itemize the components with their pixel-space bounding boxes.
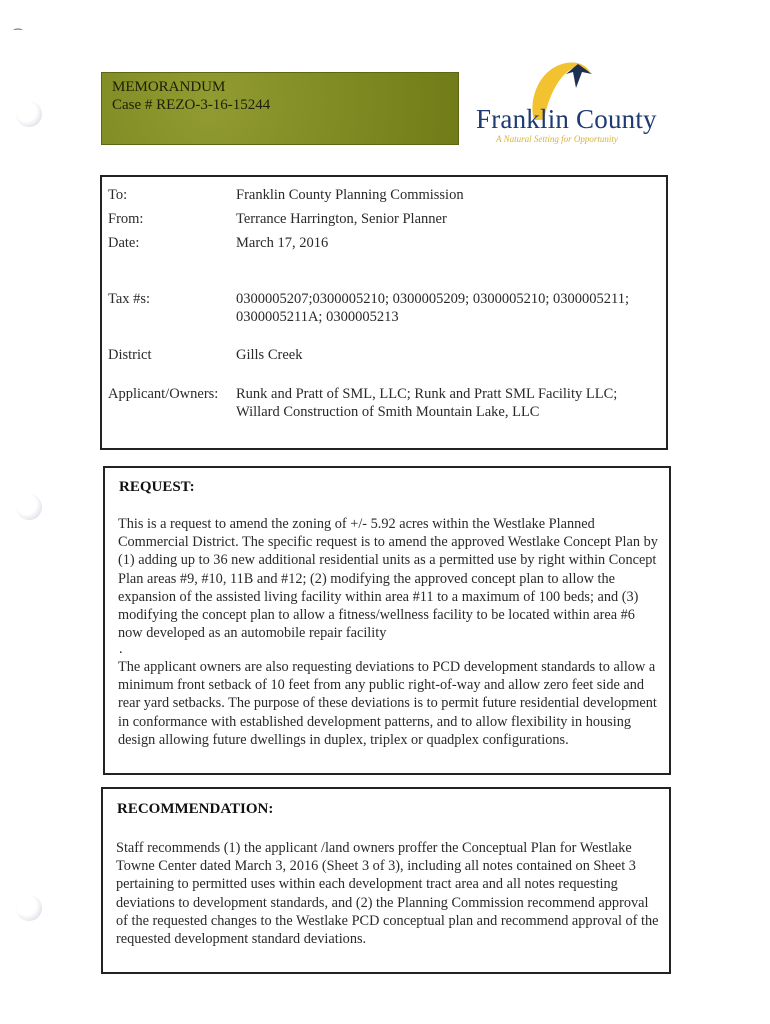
memo-title: MEMORANDUM: [112, 79, 226, 95]
tax-value-line1: 0300005207;0300005210; 0300005209; 0300005210; 0300005211;: [236, 291, 629, 307]
request-heading: REQUEST:: [119, 479, 195, 495]
punch-hole: [16, 494, 42, 520]
recommendation-heading: RECOMMENDATION:: [117, 801, 274, 817]
district-value: Gills Creek: [236, 347, 303, 363]
applicant-value-line2: Willard Construction of Smith Mountain Lake, LLC: [236, 404, 540, 420]
memo-banner: [101, 72, 459, 145]
request-paragraph-1: This is a request to amend the zoning of +/- 5.92 acres within the Westlake Planned Commercial District. The specific request is to amend the approved Westlake Concept Plan by (1) adding up to 36 new additional residential units as a permitted use by right within Concept Plan areas #9, #10, 11B and #12; (2) modifying the approved concept plan to allow the expansion of the assisted living facility within area #11 to a maximum of 100 beds; and (3) modifying the concept plan to allow a fitness/wellness facility to be located within area #6 now developed as an automobile repair facility: [118, 516, 658, 642]
request-paragraph-2: The applicant owners are also requesting deviations to PCD development standards to allow a minimum front setback of 10 feet from any public right-of-way and allow zero feet side and rear yard setbacks. The purpose of these deviations is to permit future residential development in conformance with established development patterns, and to allow flexibility in housing design allowing future dwellings in duplex, triplex or quadplex configurations.: [118, 659, 657, 748]
to-label: To:: [108, 187, 128, 203]
recommendation-section: [101, 787, 671, 974]
tax-label: Tax #s:: [108, 291, 151, 307]
applicant-value-line1: Runk and Pratt of SML, LLC; Runk and Pratt SML Facility LLC;: [236, 386, 618, 402]
request-section: [103, 466, 671, 775]
date-value: March 17, 2016: [236, 235, 329, 251]
tax-value-line2: 0300005211A; 0300005213: [236, 309, 399, 325]
logo-tagline: A Natural Setting for Opportunity: [496, 134, 618, 144]
applicant-label: Applicant/Owners:: [108, 386, 219, 402]
from-label: From:: [108, 211, 144, 227]
punch-hole: [16, 895, 42, 921]
scan-mark: ⁀: [14, 30, 23, 41]
memo-header-box: [100, 175, 668, 450]
district-label: District: [108, 347, 152, 363]
logo-title: Franklin County: [476, 104, 657, 134]
to-value: Franklin County Planning Commission: [236, 187, 464, 203]
request-dot: .: [119, 641, 123, 657]
from-value: Terrance Harrington, Senior Planner: [236, 211, 447, 227]
case-number: Case # REZO-3-16-15244: [112, 97, 271, 113]
punch-hole: [16, 101, 42, 127]
recommendation-paragraph: Staff recommends (1) the applicant /land owners proffer the Conceptual Plan for Westlake Towne Center dated March 3, 2016 (Sheet 3 of 3), including all notes contained on Sheet 3 pertaining to permitted uses within each development tract area and all notes requesting deviations to development standards, and (2) the Planning Commission recommend approval of the requested changes to the Westlake PCD conceptual plan and recommend approval of the requested development standard deviations.: [116, 840, 659, 948]
date-label: Date:: [108, 235, 140, 251]
